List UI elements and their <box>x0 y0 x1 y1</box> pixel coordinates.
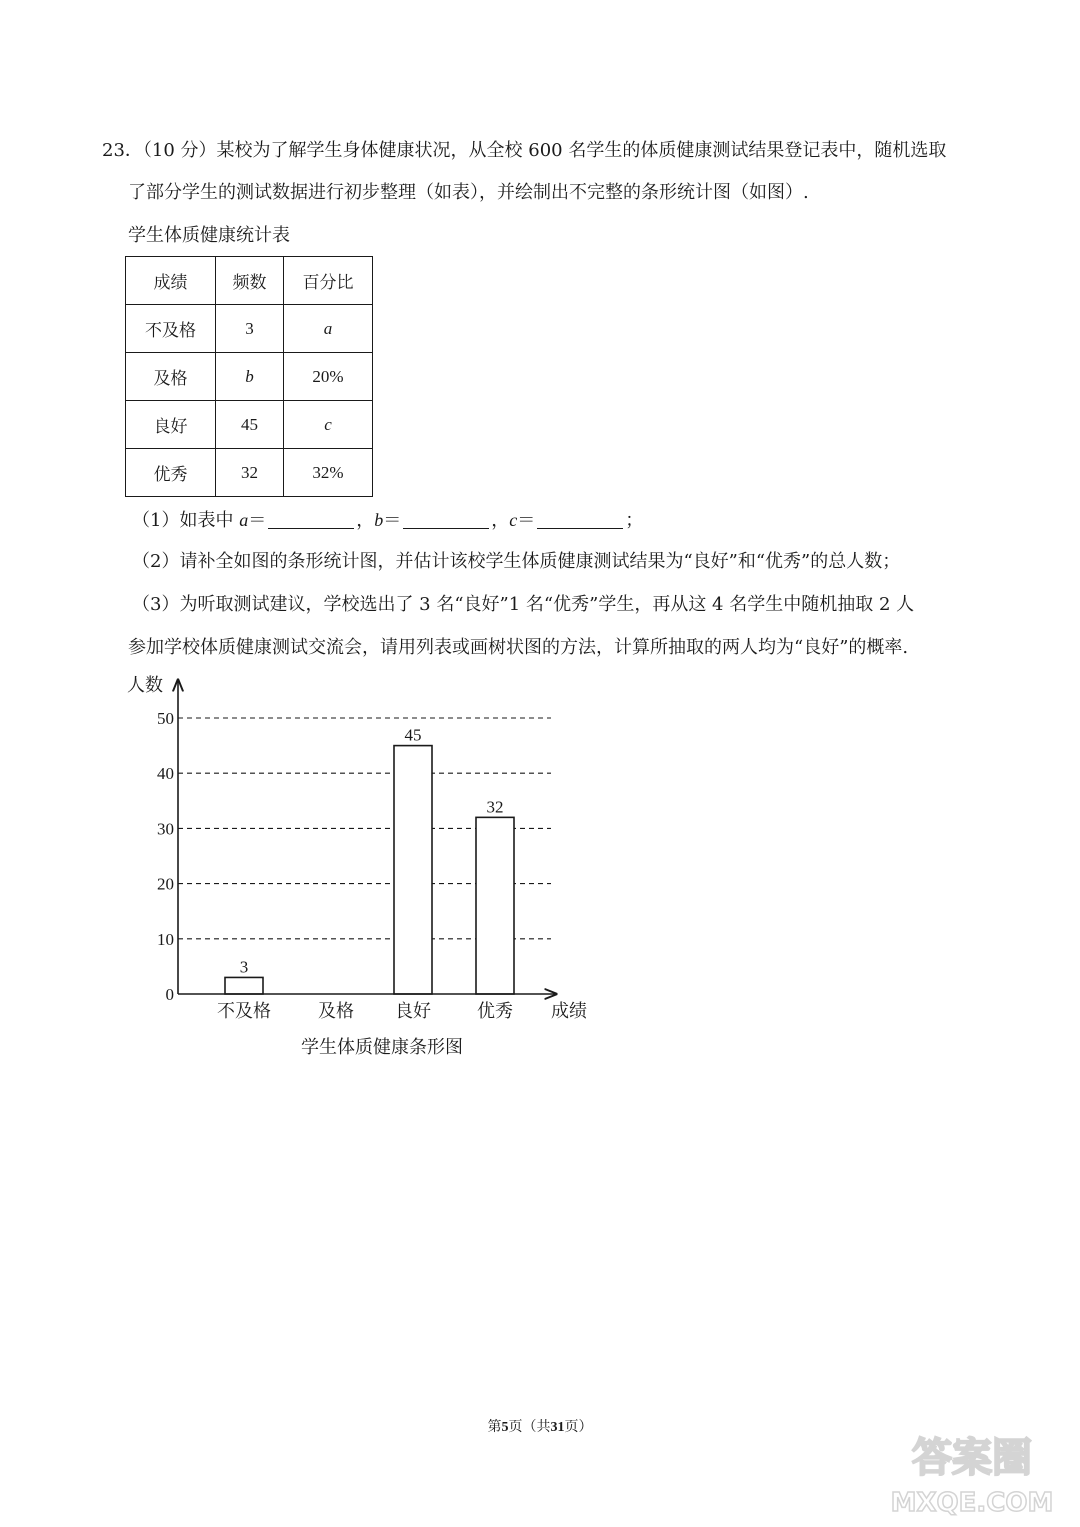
bar-value-label: 45 <box>404 725 422 745</box>
footer-middle: 页（共 <box>508 1419 551 1435</box>
header-cell: 成绩 <box>126 257 216 305</box>
y-axis-label: 人数 <box>127 675 163 696</box>
footer-suffix: 页） <box>564 1419 593 1435</box>
table-cell: 优秀 <box>126 449 216 497</box>
table-cell: 20% <box>284 353 373 401</box>
table-cell: 良好 <box>126 401 216 449</box>
y-tick-label: 10 <box>157 929 174 949</box>
bar <box>225 977 263 994</box>
table-header-row <box>126 257 373 305</box>
question-line-1: 23．（10 分）某校为了解学生身体健康状况，从全校 600 名学生的体质健康测试结果登记表中，随机选取 <box>102 140 947 161</box>
question-line-2: 了部分学生的测试数据进行初步整理（如表），并绘制出不完整的条形统计图（如图）. <box>128 182 809 203</box>
q1-var-b: b <box>374 510 384 530</box>
bar-value-label: 3 <box>239 957 249 977</box>
x-tick-label: 良好 <box>395 1001 431 1022</box>
answer-blank-c[interactable] <box>537 510 623 529</box>
y-tick-label: 20 <box>157 874 174 894</box>
sub-question-2: （2）请补全如图的条形统计图，并估计该校学生体质健康测试结果为“良好”和“优秀”的总人数； <box>132 551 901 572</box>
table-cell: 及格 <box>126 353 216 401</box>
watermark-logo <box>880 1419 1060 1519</box>
x-axis-label: 成绩 <box>551 1001 587 1022</box>
bar-value-label: 32 <box>486 797 504 817</box>
y-tick-label: 0 <box>165 985 174 1004</box>
y-tick-label: 30 <box>157 819 174 839</box>
footer-prefix: 第 <box>487 1419 502 1435</box>
chart-title: 学生体质健康条形图 <box>301 1037 463 1058</box>
statistics-table <box>125 256 373 497</box>
watermark-url: MXQE.COM <box>890 1488 1054 1518</box>
footer-page-number: 5 <box>501 1420 509 1435</box>
watermark-text: 答案圈 <box>912 1435 1032 1481</box>
table-cell: 32 <box>216 449 284 497</box>
header-cell: 百分比 <box>284 257 373 305</box>
table-cell: b <box>216 353 284 401</box>
bar <box>476 817 514 994</box>
q1-end: ； <box>625 510 644 531</box>
q1-prefix: （1）如表中 <box>132 510 240 531</box>
y-tick-label: 40 <box>157 764 174 784</box>
q1-eq: ＝ <box>383 510 402 531</box>
table-cell: 3 <box>216 305 284 353</box>
q1-sep: ， <box>491 510 510 531</box>
bar <box>394 746 432 994</box>
table-cell: 45 <box>216 401 284 449</box>
q1-sep: ， <box>356 510 375 531</box>
bar-chart <box>0 660 640 1070</box>
y-tick-label: 50 <box>157 709 174 728</box>
table-row <box>126 353 373 401</box>
footer-total-pages: 31 <box>550 1420 565 1435</box>
x-tick-label: 优秀 <box>477 1001 513 1022</box>
x-tick-label: 不及格 <box>217 1001 271 1022</box>
sub-question-3-line-1: （3）为听取测试建议，学校选出了 3 名“良好”1 名“优秀”学生，再从这 4 名学生中随机抽取 2 人 <box>132 594 915 615</box>
sub-question-3-line-2: 参加学校体质健康测试交流会，请用列表或画树状图的方法，计算所抽取的两人均为“良好”的概率. <box>128 637 909 658</box>
q1-var-c: c <box>509 510 518 530</box>
table-cell: 32% <box>284 449 373 497</box>
table-cell: a <box>284 305 373 353</box>
table-row <box>126 401 373 449</box>
table-row <box>126 305 373 353</box>
table-cell: c <box>284 401 373 449</box>
x-tick-label: 及格 <box>318 1001 354 1022</box>
q1-var-a: a <box>239 510 249 530</box>
sub-question-1 <box>132 508 643 533</box>
q1-eq: ＝ <box>248 510 267 531</box>
q1-eq: ＝ <box>517 510 536 531</box>
table-cell: 不及格 <box>126 305 216 353</box>
answer-blank-b[interactable] <box>403 510 489 529</box>
table-row <box>126 449 373 497</box>
table-title: 学生体质健康统计表 <box>128 225 290 246</box>
answer-blank-a[interactable] <box>268 510 354 529</box>
header-cell: 频数 <box>216 257 284 305</box>
